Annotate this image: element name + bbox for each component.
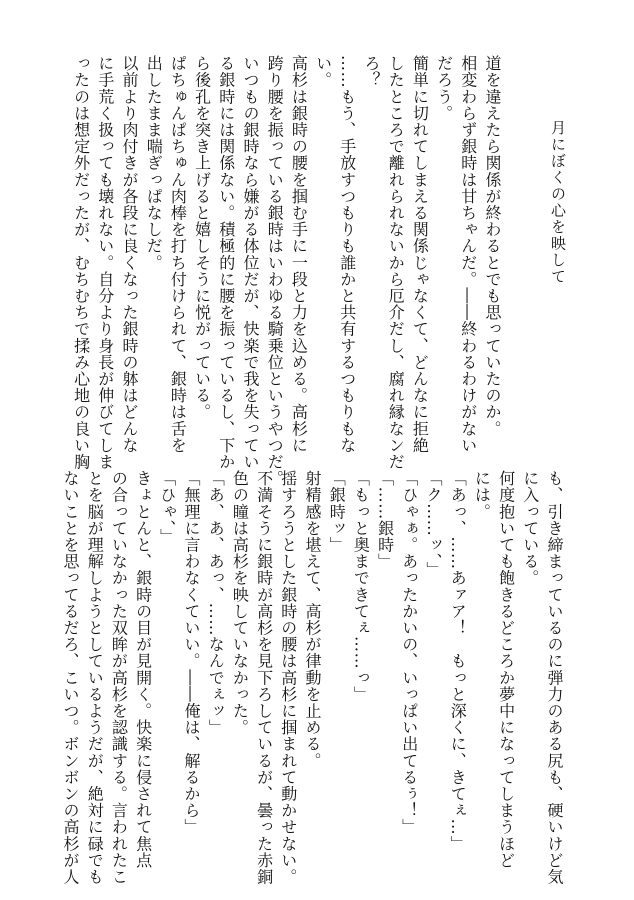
text-line: 「銀時ッ」 (327, 470, 347, 553)
text-line: 出したまま喘ぎっぱなしだ。 (144, 55, 164, 271)
text-line: る銀時には関係ない。積極的に腰を振っているし、下か (216, 55, 236, 470)
text-line: ないことを思ってるだろ、こいつ。ボンボンの高杉が人 (61, 470, 80, 885)
text-line: 「無理に言わなくていい。――俺は、解るから」 (182, 470, 201, 836)
text-line: 高杉は銀時の腰を掴む手に一段と力を込める。高杉に (289, 55, 309, 454)
text-line: 相変わらず銀時は甘ちゃんだ。――終わるわけがない (458, 55, 478, 454)
text-line: ……もう、手放すつもりも誰かと共有するつもりもな (337, 55, 357, 454)
text-line: 「ク……ッ、」 (424, 470, 443, 579)
text-line: も、引き締まっているのに弾力のある尻も、硬いけど気 (545, 470, 564, 885)
text-line: 「あっ、……あァア！ もっと深くに、きてぇ…」 (448, 470, 468, 852)
text-line: ろ？ (362, 55, 381, 89)
text-line: い。 (313, 55, 333, 89)
text-line: に手荒く扱っても壊れない。自分より身長が伸びてしま (95, 55, 115, 470)
text-line: 揺すろうとした銀時の腰は高杉に掴まれて動かせない。 (278, 470, 298, 885)
text-line: だろう。 (434, 55, 454, 122)
text-line: ったのは想定外だったが、むちむちで揉み心地の良い胸 (71, 55, 91, 470)
text-line: 以前より肉付きが各段に良くなった銀時の躰はどんな (120, 55, 139, 454)
chapter-title: 月にぼくの心を映して (549, 120, 567, 285)
text-line: 「あ、あ、あっ、……なんでぇッ」 (206, 470, 226, 736)
text-line: ぱちゅんぱちゅん肉棒を打ち付けられて、銀時は舌を (168, 55, 188, 454)
text-line: 色の瞳は高杉を映していなかった。 (230, 470, 250, 736)
text-line: 跨り腰を振っている銀時はいわゆる騎乗位というやつだ。 (265, 55, 285, 487)
text-line: 「ひゃぁ。あったかいの、いっぱい出てるぅ！」 (399, 470, 419, 836)
text-line: 「……銀時」 (375, 470, 395, 570)
text-line: 簡単に切れてしまえる関係じゃなくて、どんなに拒絶 (410, 55, 430, 454)
text-line: ら後孔を突き上げると嬉しそうに悦がっている。 (192, 55, 212, 421)
text-line: 射精感を堪えて、高杉が律動を止める。 (303, 470, 322, 769)
text-line: 不満そうに銀時が高杉を見下ろしているが、曇った赤銅 (254, 470, 274, 885)
text-line: いつもの銀時なら嫌がる体位だが、快楽で我を失ってい (241, 55, 260, 470)
text-line: に入っている。 (520, 470, 540, 587)
text-line: とを脳が理解しようとしているようだが、絶対に碌でも (85, 470, 105, 885)
text-line: 何度抱いても飽きるどころか夢中になってしまうほど (496, 470, 516, 869)
text-line: の合っていなかった双眸が高杉を認識する。言われたこ (109, 470, 129, 885)
text-line: 「もっと奥まできてぇ……っ」 (351, 470, 371, 703)
text-line: したところで離れられないから厄介だし、腐れ縁なンだ (386, 55, 406, 470)
text-line: には。 (472, 470, 492, 520)
text-line: 「ひゃ、」 (157, 470, 177, 545)
text-line: きょとんと、銀時の目が見開く。快楽に侵されて焦点 (133, 470, 153, 869)
text-line: 道を違えたら関係が終わるとでも思っていたのか。 (483, 55, 502, 437)
